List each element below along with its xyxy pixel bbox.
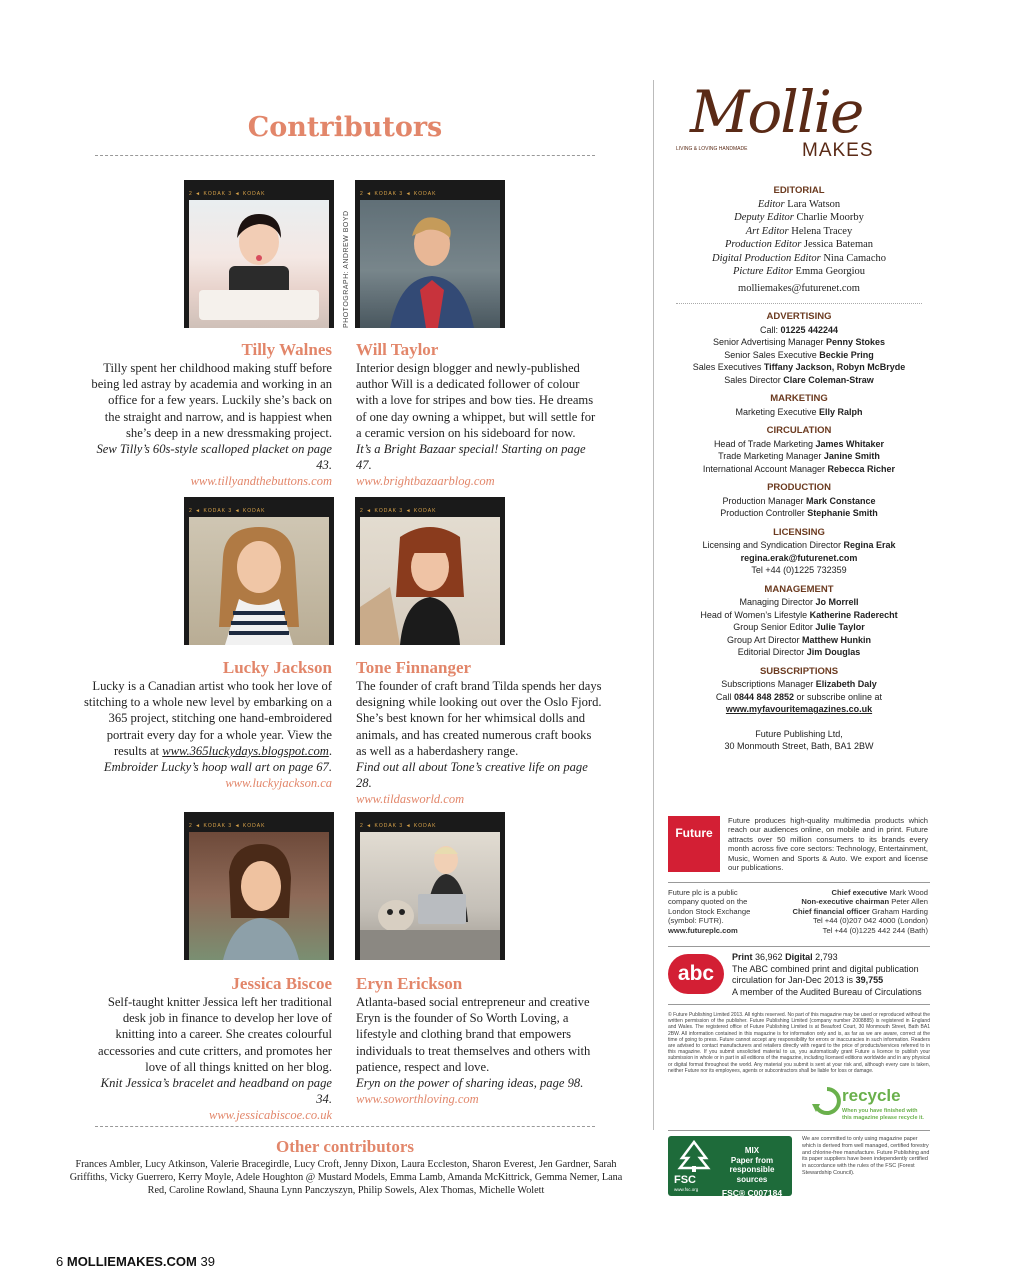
- credit-line: Sales Executives Tiffany Jackson, Robyn McBryde: [692, 362, 906, 372]
- editorial-list: [668, 198, 930, 279]
- section-heading: PRODUCTION: [767, 482, 831, 493]
- photo-eryn: 2 ◄ KODAK 3 ◄ KODAK: [355, 812, 505, 960]
- publisher-address: Future Publishing Ltd, 30 Monmouth Street, Bath, BA1 2BW: [724, 728, 874, 751]
- future-blurb: Future produces high-quality multimedia products which reach our audiences online, on mobile and in print. Future attracts over 50 million consumers to its brands every month across five core sectors: Technology, Entertainment, Music, Women and Sports & Auto. We export and license our publications.: [728, 816, 928, 873]
- recycle-icon: [812, 1086, 842, 1116]
- contributor-link[interactable]: www.luckyjackson.ca: [225, 776, 332, 791]
- contributor-name: Will Taylor: [356, 340, 439, 359]
- tilly-image: [189, 200, 329, 328]
- contributor-link[interactable]: www.brightbazaarblog.com: [356, 474, 495, 489]
- title-divider: [95, 155, 595, 156]
- credit-line: Production Manager Mark Constance: [722, 495, 876, 506]
- contributor-link[interactable]: www.soworthloving.com: [356, 1092, 479, 1107]
- contributor-link[interactable]: www.tillyandthebuttons.com: [190, 474, 332, 489]
- credit-line: Call 0844 848 2852 or subscribe online at: [715, 691, 883, 702]
- contributor-bio: Lucky is a Canadian artist who took her love of stitching to a whole new level by embarking on a 365 project, stitching one hand-embroidered portrait every day for a whole year. View the results at www.365luckydays.blogspot.com. Embroider Lucky’s hoop wall art on page 67. www.luckyjackson.ca: [84, 679, 332, 791]
- masthead-sections: [668, 311, 930, 716]
- section-heading: CIRCULATION: [766, 425, 832, 436]
- contributor-name: Tilly Walnes: [241, 340, 332, 359]
- other-contributors-title: Other contributors: [275, 1137, 415, 1156]
- editorial-email[interactable]: molliemakes@futurenet.com: [738, 282, 860, 294]
- brand-logo: Mollie MAKES LIVING & LOVING HANDMADE: [676, 78, 874, 161]
- credit-line: Head of Trade Marketing James Whitaker: [713, 438, 885, 449]
- exec-tel: Tel +44 (0)207 042 4000 (London): [812, 916, 928, 926]
- section-heading: LICENSING: [773, 526, 825, 538]
- credit-line: Group Senior Editor Julie Taylor: [733, 622, 865, 632]
- photo-credit: PHOTOGRAPH: ANDREW BOYD: [343, 210, 350, 328]
- contributor-bio: Self-taught knitter Jessica left her traditional desk job in finance to develop her love of knitting into a career. She creates colourful accessories and cute critters, and promotes her love of all things knitted on her blog. Knit Jessica’s bracelet and headband on page 34. www.jessicabiscoe.co.uk: [98, 995, 332, 1123]
- future-plc: Future plc is a public company quoted on the London Stock Exchange (symbol: FUTR). www.futureplc.com: [668, 888, 751, 935]
- credit-line: Trade Marketing Manager Janine Smith: [718, 451, 880, 461]
- page-footer: 6 MOLLIEMAKES.COM 39: [56, 1254, 215, 1269]
- credit-line: Managing Director Jo Morrell: [739, 597, 859, 607]
- exec-tel: Tel +44 (0)1225 442 244 (Bath): [822, 925, 928, 935]
- credit-line: International Account Manager Rebecca Richer: [702, 463, 896, 474]
- editorial-credit: Deputy Editor Charlie Moorby: [734, 212, 864, 223]
- eryn-image: [360, 832, 500, 960]
- contributor-name: Lucky Jackson: [222, 658, 332, 677]
- lucky-image: [189, 517, 329, 645]
- credit-line: Senior Advertising Manager Penny Stokes: [712, 337, 886, 347]
- abc-logo: abc: [668, 954, 724, 994]
- contributor-inline-link[interactable]: www.365luckydays.blogspot.com: [162, 743, 329, 758]
- future-execs: [764, 888, 928, 935]
- section-heading: SUBSCRIPTIONS: [759, 665, 839, 677]
- editorial-credit: Editor Lara Watson: [757, 198, 841, 210]
- contributor-link[interactable]: www.jessicabiscoe.co.uk: [208, 1108, 332, 1123]
- photo-will: 2 ◄ KODAK 3 ◄ KODAK: [355, 180, 505, 328]
- fsc-badge: FSC www.fsc.org MIX Paper from responsible sources FSC® C007184: [668, 1136, 792, 1196]
- tone-image: [360, 517, 500, 645]
- column-divider: [653, 80, 654, 1130]
- will-image: [360, 200, 500, 328]
- credit-line: Group Art Director Matthew Hunkin: [726, 634, 872, 645]
- contributor-bio: The founder of craft brand Tilda spends her days designing while looking out over the Oslo Fjord. She’s best known for her whimsical dolls and animals, and has created numerous craft books as well as a haberdashery range. Find out all about Tone’s creative life on page 28. www.tildasworld.com: [356, 679, 602, 807]
- other-divider: [95, 1126, 595, 1127]
- future-logo: Future: [668, 816, 720, 872]
- credit-line: Licensing and Syndication Director Regina Erak: [702, 540, 896, 550]
- photo-tone: 2 ◄ KODAK 3 ◄ KODAK: [355, 497, 505, 645]
- exec-line: Non-executive chairman Peter Allen: [801, 897, 928, 907]
- legal-text-end: [668, 1094, 808, 1124]
- photo-tilly: 2 ◄ KODAK 3 ◄ KODAK: [184, 180, 334, 328]
- editorial-credit: Production Editor Jessica Bateman: [724, 239, 874, 250]
- jessica-image: [189, 832, 329, 960]
- page-title: Contributors: [247, 112, 443, 143]
- credit-line: regina.erak@futurenet.com: [740, 552, 858, 563]
- recycle-badge: recycle When you have finished with this magazine please recycle it.: [812, 1086, 932, 1126]
- credit-line: Sales Director Clare Coleman-Straw: [724, 374, 874, 385]
- masthead: [668, 185, 930, 753]
- section-heading: MARKETING: [770, 393, 828, 404]
- credit-line: Senior Sales Executive Beckie Pring: [724, 349, 874, 360]
- editorial-heading: EDITORIAL: [773, 185, 825, 196]
- credit-line: www.myfavouritemagazines.co.uk: [725, 704, 873, 714]
- credit-line: Head of Women’s Lifestyle Katherine Raderecht: [700, 609, 898, 620]
- editorial-credit: Digital Production Editor Nina Camacho: [711, 252, 886, 264]
- fsc-text: We are committed to only using magazine paper which is derived from well managed, certified forestry and chlorine-free manufacture. Future Publishing and its paper suppliers have been independently certified in accordance with the rules of the FSC (Forest Stewardship Council).: [802, 1136, 930, 1176]
- contributor-name: Jessica Biscoe: [231, 974, 332, 993]
- future-block: [668, 812, 930, 882]
- legal-text: © Future Publishing Limited 2013. All rights reserved. No part of this magazine may be used or reproduced without the written permission of the publisher. Future Publishing Limited (company number 2008885) is registered in England and Wales. The registered office of Future Publishing Limited is at Beauford Court, 30 Monmouth Street, Bath BA1 2BW. All information contained in this magazine is for information only and is, as far as we are aware, correct at the time of going to press. Future cannot accept any responsibility for errors or inaccuracies in such information. Readers are advised to contact manufacturers and retailers directly with regard to the price of products/services referred to in this magazine. If you submit unsolicited material to us, you automatically grant Future a licence to publish your submission in whole or in part in all editions of the magazine, including licensed editions worldwide and in any physical or digital format throughout the world. Any material you submit is sent at your risk and, although every care is taken, neither Future nor its employees, agents or subcontractors shall be liable for loss or damage.: [668, 1012, 930, 1074]
- editorial-credit: Art Editor Helena Tracey: [745, 225, 853, 237]
- photo-jessica: 2 ◄ KODAK 3 ◄ KODAK: [184, 812, 334, 960]
- exec-line: Chief executive Mark Wood: [831, 888, 928, 897]
- abc-circulation: Print 36,962 Digital 2,793 The ABC combined print and digital publication circulation for Jan-Dec 2013 is 39,755 A member of the Audited Bureau of Circulations: [732, 952, 922, 997]
- contributor-name: Eryn Erickson: [356, 974, 463, 993]
- contributor-name: Tone Finnanger: [356, 658, 472, 677]
- contributor-bio: Interior design blogger and newly-published author Will is a dedicated follower of colour with a love for stripes and bow ties. He dreams of one day owning a whippet, but will settle for a ceramic version on his sideboard for now. It’s a Bright Bazaar special! Starting on page 47. www.brightbazaarblog.com: [356, 361, 596, 489]
- credit-line: Call: 01225 442244: [759, 324, 839, 335]
- contributor-link[interactable]: www.tildasworld.com: [356, 792, 465, 807]
- section-heading: MANAGEMENT: [764, 583, 834, 595]
- credit-line: Editorial Director Jim Douglas: [737, 647, 861, 657]
- future-plc-link[interactable]: www.futureplc.com: [668, 925, 738, 935]
- photo-lucky: 2 ◄ KODAK 3 ◄ KODAK: [184, 497, 334, 645]
- credit-line: Production Controller Stephanie Smith: [720, 508, 878, 518]
- contributor-bio: Atlanta-based social entrepreneur and creative Eryn is the founder of So Worth Loving, a lifestyle and clothing brand that empowers individuals to treat themselves and others with patience, respect and love. Eryn on the power of sharing ideas, page 98. www.soworthloving.com: [356, 995, 591, 1107]
- credit-line: Tel +44 (0)1225 732359: [751, 565, 847, 575]
- exec-line: Chief financial officer Graham Harding: [792, 906, 928, 916]
- contributor-bio: Tilly spent her childhood making stuff before being led astray by academia and working in an office for a few years. Luckily she’s back on the straight and narrow, and is happiest when she’s deep in a new dressmaking project. Sew Tilly’s 60s-style scalloped placket on page 43. www.tillyandthebuttons.com: [91, 361, 332, 489]
- other-contributors-list: Frances Ambler, Lucy Atkinson, Valerie Bracegirdle, Lucy Croft, Jenny Dixon, Laura Eccleston, Sharon Everest, Jen Gardner, Sarah Griffiths, Vicky Guerrero, Kerry Moyle, Adele Houghton @ Mustard Models, Emma Lamb, Amanda McKittrick, Gemma Nemer, Lana Red, Caroline Rowland, Shauna Lynn Panczyszyn, Philip Sowels, Alex Thomas, Michelle Wolett: [69, 1159, 623, 1196]
- section-heading: ADVERTISING: [766, 311, 832, 322]
- editorial-credit: Picture Editor Emma Georgiou: [732, 266, 866, 277]
- fsc-tree-icon: [674, 1140, 714, 1174]
- credit-line: Marketing Executive Elly Ralph: [735, 406, 863, 417]
- credit-line: Subscriptions Manager Elizabeth Daly: [721, 679, 877, 689]
